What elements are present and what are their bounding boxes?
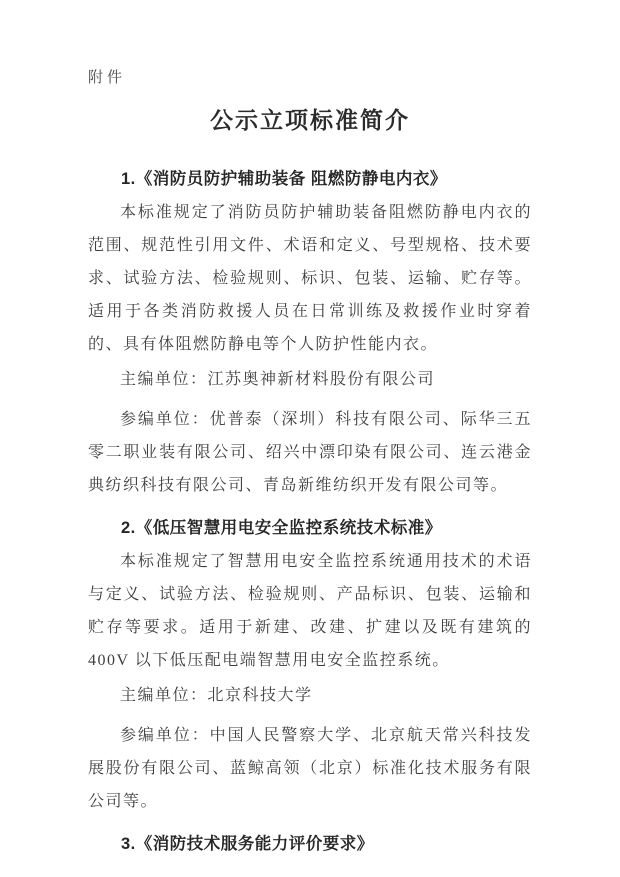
section-1-heading: 1.《消防员防护辅助装备 阻燃防静电内衣》 — [121, 170, 447, 189]
section-2-participants: 参编单位：中国人民警察大学、北京航天常兴科技发展股份有限公司、蓝鲸高领（北京）标准化技术服务有限公司等。 — [88, 727, 532, 811]
standard-section-2 — [88, 502, 532, 818]
standard-section-3 — [88, 818, 532, 861]
section-2-description: 本标准规定了智慧用电安全监控系统通用技术的术语与定义、试验方法、检验规则、产品标识、包装、运输和贮存等要求。适用于新建、改建、扩建以及既有建筑的 400V 以下低压配电端智慧用电安全监控系统。 — [88, 553, 532, 670]
section-1-description: 本标准规定了消防员防护辅助装备阻燃防静电内衣的范围、规范性引用文件、术语和定义、号型规格、技术要求、试验方法、检验规则、标识、包装、运输、贮存等。适用于各类消防救援人员在日常训练及救援作业时穿着的、具有体阻燃防静电等个人防护性能内衣。 — [88, 204, 532, 354]
section-2-chief-editor: 主编单位：北京科技大学 — [120, 687, 313, 705]
section-1-participants: 参编单位：优普泰（深圳）科技有限公司、际华三五零二职业装有限公司、绍兴中漂印染有限公司、连云港金典纺织科技有限公司、青岛新维纺织开发有限公司等。 — [88, 411, 532, 495]
section-1-chief-editor: 主编单位：江苏奥神新材料股份有限公司 — [120, 371, 436, 389]
attachment-label: 附件 — [88, 70, 127, 86]
section-3-heading: 3.《消防技术服务能力评价要求》 — [121, 835, 374, 854]
page-title: 公示立项标准简介 — [210, 108, 410, 133]
section-2-heading: 2.《低压智慧用电安全监控系统技术标准》 — [121, 519, 442, 538]
standard-section-1 — [88, 153, 532, 502]
